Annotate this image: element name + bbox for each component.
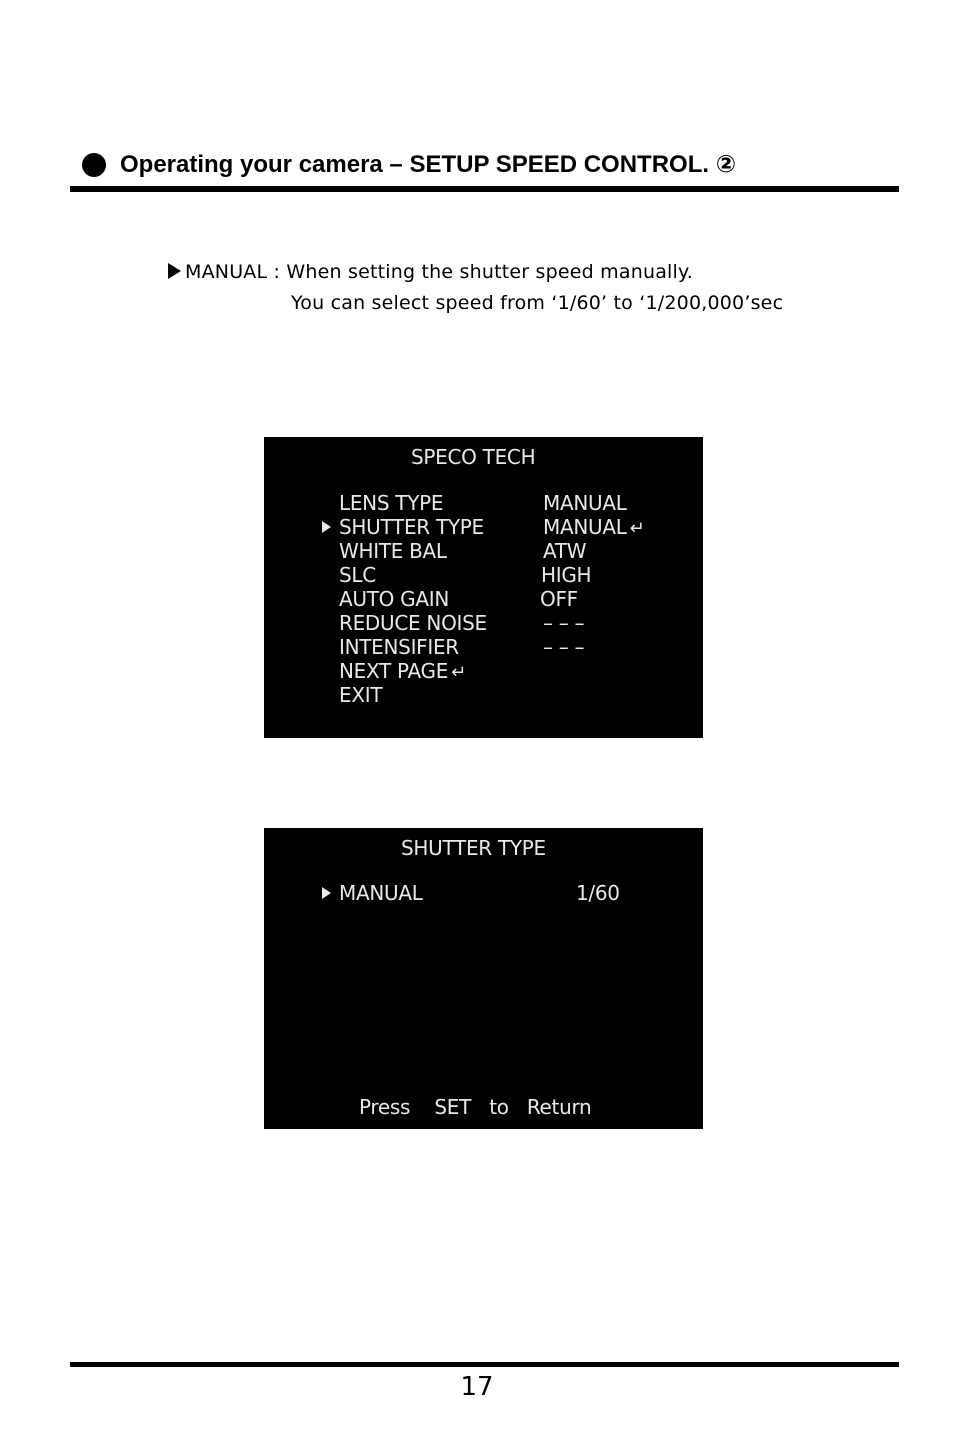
- menu-cursor-icon: [322, 521, 331, 533]
- shutter-option-label[interactable]: MANUAL: [339, 881, 423, 905]
- triangle-bullet-icon: [168, 263, 181, 279]
- page-number: 17: [460, 1372, 494, 1402]
- header-bullet-icon: [82, 153, 106, 177]
- menu-row-label: EXIT: [339, 683, 383, 707]
- enter-icon: ↵: [451, 662, 466, 683]
- footer-rule: [70, 1362, 899, 1367]
- menu-row-exit[interactable]: [264, 683, 703, 707]
- menu-row-intensifier[interactable]: [264, 635, 703, 659]
- description-line-1: [168, 260, 693, 284]
- menu-cursor-icon: [322, 887, 331, 899]
- osd-shutter-title: SHUTTER TYPE: [401, 836, 546, 860]
- page-title: Operating your camera – SETUP SPEED CONTROL. ②: [120, 151, 737, 178]
- menu-row-reduce-noise[interactable]: [264, 611, 703, 635]
- enter-icon: ↵: [629, 518, 645, 539]
- menu-row-label: WHITE BAL: [339, 539, 447, 563]
- shutter-speed-value[interactable]: 1/60: [576, 881, 620, 905]
- osd-main-menu: [264, 437, 703, 738]
- menu-row-label-wrap: [339, 659, 466, 685]
- menu-row-value: MANUAL: [543, 515, 627, 539]
- osd-shutter-menu: [264, 828, 703, 1129]
- osd-footer-hint: Press SET to Return: [359, 1095, 592, 1119]
- menu-row-label: NEXT PAGE: [339, 659, 449, 683]
- menu-row-lens-type[interactable]: [264, 491, 703, 515]
- menu-row-slc[interactable]: [264, 563, 703, 587]
- menu-row-label: REDUCE NOISE: [339, 611, 487, 635]
- menu-row-auto-gain[interactable]: [264, 587, 703, 611]
- menu-row-value: OFF: [540, 587, 578, 611]
- menu-row-white-bal[interactable]: [264, 539, 703, 563]
- menu-row-label: SHUTTER TYPE: [339, 515, 484, 539]
- menu-row-label: AUTO GAIN: [339, 587, 449, 611]
- menu-row-value: HIGH: [541, 563, 592, 587]
- menu-row-value: ATW: [543, 539, 587, 563]
- menu-row-value: MANUAL: [543, 491, 627, 515]
- menu-row-next-page[interactable]: [264, 659, 703, 683]
- menu-row-value-wrap: [543, 515, 644, 541]
- menu-row-label: INTENSIFIER: [339, 635, 459, 659]
- description-text-1: MANUAL : When setting the shutter speed manually.: [185, 261, 693, 283]
- menu-row-label: LENS TYPE: [339, 491, 444, 515]
- menu-row-value: – – –: [543, 635, 585, 659]
- osd-menu-title: SPECO TECH: [411, 445, 536, 469]
- menu-row-value: – – –: [543, 611, 585, 635]
- description-line-2: You can select speed from ‘1/60’ to ‘1/200,000’sec: [291, 292, 784, 314]
- header-rule: [70, 186, 899, 192]
- menu-row-label: SLC: [339, 563, 376, 587]
- menu-row-shutter-type[interactable]: [264, 515, 703, 539]
